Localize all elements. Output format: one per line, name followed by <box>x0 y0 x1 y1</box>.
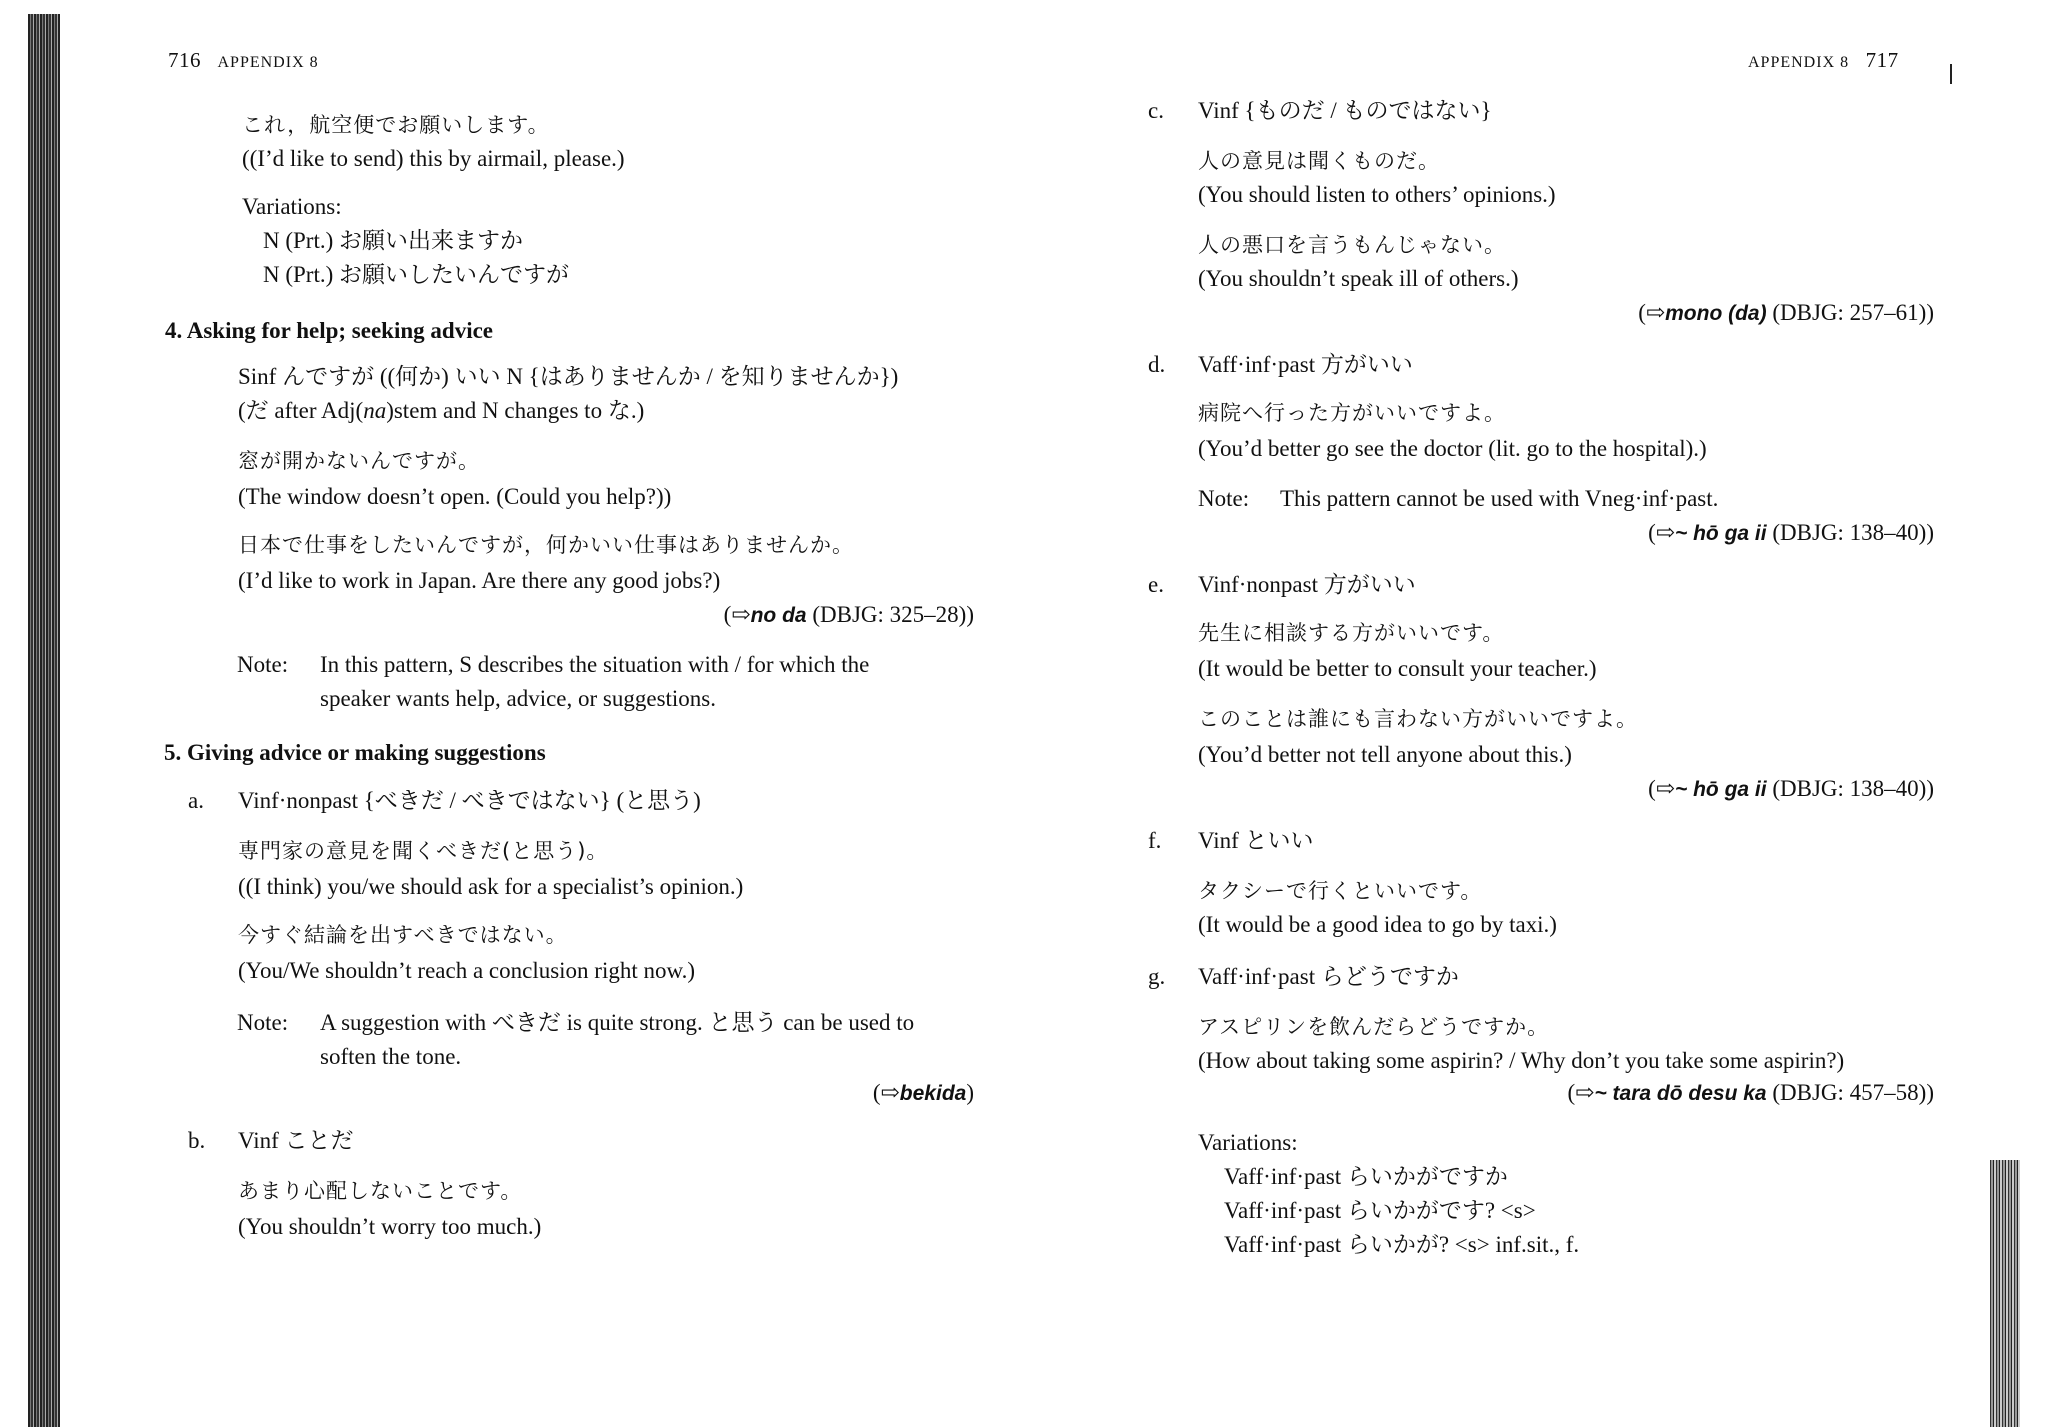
ref-arrow: (⇨ <box>1567 1080 1595 1105</box>
pattern: Vinf·nonpast {べきだ / べきではない} (と思う) <box>238 788 701 813</box>
example-jp: あまり心配しないことです。 <box>238 1179 523 1203</box>
example-jp: 人の意見は聞くものだ。 <box>1198 149 1440 173</box>
example-en: (It would be a good idea to go by taxi.) <box>1198 912 1557 937</box>
pattern: Vaff·inf·past らどうですか <box>1198 964 1459 989</box>
item-label: e. <box>1148 572 1164 597</box>
pattern: Vinf·nonpast 方がいい <box>1198 572 1416 597</box>
variation-item: Vaff·inf·past らいかが? <s> inf.sit., f. <box>1224 1232 1580 1257</box>
page-number: 716 <box>168 48 201 72</box>
item-label: b. <box>188 1128 206 1153</box>
item-label: f. <box>1148 828 1162 853</box>
note-text: A suggestion with べきだ is quite strong. と思う can be used to <box>320 1010 915 1035</box>
pattern: Sinf んですが ((何か) いい N {はありませんか / を知りませんか}) <box>238 364 899 389</box>
cross-reference <box>550 600 974 631</box>
example-jp: 今すぐ結論を出すべきではない。 <box>238 923 568 947</box>
ref-arrow: (⇨ <box>1638 300 1666 325</box>
example-jp: タクシーで行くといいです。 <box>1198 879 1483 903</box>
section-heading: 5. Giving advice or making suggestions <box>164 740 546 765</box>
note-label: Note: <box>237 1010 289 1035</box>
right-page <box>1140 0 1940 1427</box>
example-jp: 先生に相談する方がいいです。 <box>1198 621 1505 645</box>
example-jp: 窓が開かないんですが。 <box>238 449 480 473</box>
ref-term: no da <box>750 604 807 627</box>
example-en: (You’d better go see the doctor (lit. go to the hospital).) <box>1198 436 1707 461</box>
note-text: after Adj( <box>274 398 364 423</box>
example-en: (I’d like to work in Japan. Are there any good jobs?) <box>238 568 721 593</box>
ref-arrow: (⇨ <box>723 602 751 627</box>
example-jp: 専門家の意見を聞くべきだ(と思う)。 <box>238 839 609 863</box>
note-text: )stem and N changes to な.) <box>386 398 645 423</box>
ref-arrow: (⇨ <box>1648 776 1675 801</box>
example-en: (It would be better to consult your teacher.) <box>1198 656 1597 681</box>
item-label: a. <box>188 788 204 813</box>
example-en: (You/We shouldn’t reach a conclusion right now.) <box>238 958 696 983</box>
example-en: ((I think) you/we should ask for a specialist’s opinion.) <box>238 874 744 899</box>
ref-term: bekida <box>899 1082 967 1105</box>
variation-item: N (Prt.) お願い出来ますか <box>263 228 524 253</box>
section-heading: 4. Asking for help; seeking advice <box>165 318 493 343</box>
item-label: d. <box>1148 352 1166 377</box>
cross-reference <box>750 1078 974 1109</box>
page-mark <box>1950 64 1952 84</box>
variation-item: Vaff·inf·past らいかがです? <s> <box>1224 1198 1536 1223</box>
note-text: speaker wants help, advice, or suggestions. <box>320 686 717 711</box>
example-jp: これ，航空便でお願いします。 <box>242 113 550 137</box>
pattern-note <box>238 396 644 426</box>
left-page <box>150 0 980 1427</box>
note-label: Note: <box>237 652 289 677</box>
pattern: Vinf ことだ <box>238 1128 354 1153</box>
left-page-header <box>168 48 319 73</box>
ref-text: (DBJG: 325–28)) <box>812 602 974 627</box>
ref-term: ~ hō ga ii <box>1675 778 1767 801</box>
note-text: This pattern cannot be used with Vneg·inf·past. <box>1280 486 1719 511</box>
example-jp: このことは誰にも言わない方がいいですよ。 <box>1198 707 1638 731</box>
example-en: (You’d better not tell anyone about this.) <box>1198 742 1572 767</box>
ref-term: mono (da) <box>1665 302 1767 325</box>
ref-arrow: (⇨ <box>872 1080 900 1105</box>
cross-reference <box>1440 298 1934 329</box>
book-binding-edge-left <box>28 14 60 1427</box>
variations-label: Variations: <box>1198 1130 1298 1155</box>
ref-arrow: (⇨ <box>1648 520 1675 545</box>
ref-text: (DBJG: 257–61)) <box>1772 300 1934 325</box>
cross-reference <box>1340 1078 1934 1109</box>
example-en: (The window doesn’t open. (Could you help?)) <box>238 484 672 509</box>
ref-term: ~ hō ga ii <box>1675 522 1767 545</box>
note-jp: (だ <box>238 398 269 423</box>
page-number: 717 <box>1865 48 1899 72</box>
pattern: Vinf {ものだ / ものではない} <box>1198 98 1492 123</box>
cross-reference <box>1440 774 1934 805</box>
example-jp: 人の悪口を言うもんじゃない。 <box>1198 233 1506 257</box>
note-label: Note: <box>1198 486 1250 511</box>
example-en: (How about taking some aspirin? / Why don’t you take some aspirin?) <box>1198 1048 1845 1073</box>
example-jp: 日本で仕事をしたいんですが，何かいい仕事はありませんか。 <box>238 533 854 557</box>
ref-text: (DBJG: 138–40)) <box>1772 520 1934 545</box>
pattern: Vinf といい <box>1198 828 1314 853</box>
book-page-edge-right <box>1990 1160 2020 1427</box>
item-label: g. <box>1148 964 1166 989</box>
example-en: (You shouldn’t speak ill of others.) <box>1198 266 1519 291</box>
ref-term: ~ tara dō desu ka <box>1594 1082 1767 1105</box>
note-italic: na <box>363 398 387 423</box>
note-text: soften the tone. <box>320 1044 462 1069</box>
example-jp: アスピリンを飲んだらどうですか。 <box>1198 1015 1550 1039</box>
running-header: APPENDIX 8 <box>217 54 319 71</box>
example-en: (You should listen to others’ opinions.) <box>1198 182 1556 207</box>
example-jp: 病院へ行った方がいいですよ。 <box>1198 401 1506 425</box>
ref-text: ) <box>966 1080 974 1105</box>
variation-item: N (Prt.) お願いしたいんですが <box>263 262 570 287</box>
right-page-header <box>1748 48 1899 73</box>
note-text: In this pattern, S describes the situation with / for which the <box>320 652 870 677</box>
pattern: Vaff·inf·past 方がいい <box>1198 352 1413 377</box>
ref-text: (DBJG: 138–40)) <box>1772 776 1934 801</box>
example-en: ((I’d like to send) this by airmail, please.) <box>242 146 625 171</box>
item-label: c. <box>1148 98 1164 123</box>
cross-reference <box>1440 518 1934 549</box>
variations-label: Variations: <box>242 194 342 219</box>
variation-item: Vaff·inf·past らいかがですか <box>1224 1164 1508 1189</box>
ref-text: (DBJG: 457–58)) <box>1772 1080 1934 1105</box>
example-en: (You shouldn’t worry too much.) <box>238 1214 542 1239</box>
running-header: APPENDIX 8 <box>1748 54 1850 71</box>
